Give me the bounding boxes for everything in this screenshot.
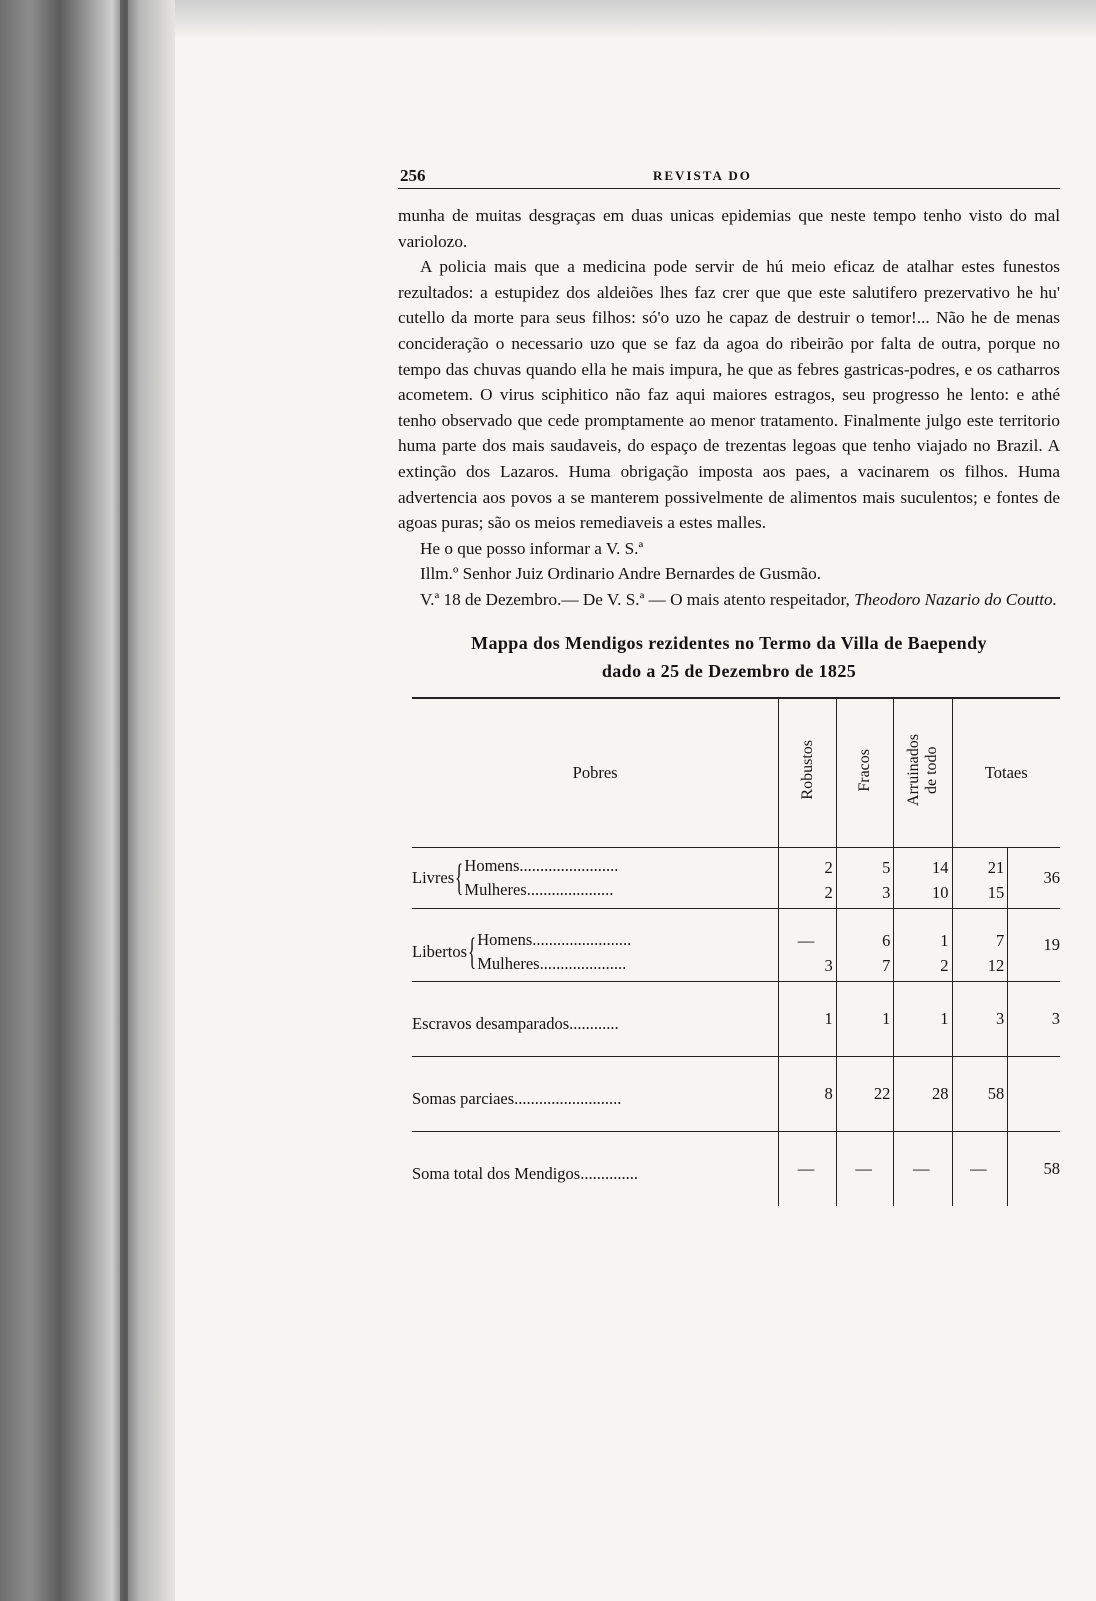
table-cell: 3 (836, 878, 894, 909)
table-cell: 21 (952, 847, 1008, 878)
libertos-homens-label: Homens........................ (477, 929, 632, 949)
table-cell: 58 (952, 1056, 1008, 1131)
somas-total-empty (1008, 1056, 1060, 1131)
signature-text: V.ª 18 de Dezembro.— De V. S.ª — O mais atento respeitador, (420, 589, 850, 609)
table-row-soma-total (412, 1131, 1060, 1206)
table-cell: 7 (952, 908, 1008, 951)
table-cell: 2 (779, 847, 837, 878)
table-cell: 15 (952, 878, 1008, 909)
table-cell: 28 (894, 1056, 952, 1131)
brace-icon: { (468, 930, 477, 973)
paragraph-1: munha de muitas desgraças em duas unicas epidemias que neste tempo tenho visto do mal variolozo. (398, 206, 1060, 251)
libertos-mulheres-label: Mulheres..................... (477, 953, 627, 973)
book-gutter (120, 0, 128, 1601)
table-cell: 22 (836, 1056, 894, 1131)
header-totaes: Totaes (952, 698, 1060, 848)
table-cell: — (952, 1131, 1008, 1206)
table-cell: — (779, 908, 837, 951)
beggars-table (412, 697, 1060, 1206)
escravos-total: 3 (1008, 981, 1060, 1056)
soma-total-value: 58 (1008, 1131, 1060, 1206)
soma-total-label: Soma total dos Mendigos.............. (412, 1131, 779, 1206)
paragraph-2: A policia mais que a medicina pode servir de hú meio eficaz de atalhar estes funestos rezultados: a estupidez dos aldeiões lhes faz crer que que este salutifero prezervativo he hu' cutello da morte para seus filhos: só'o uzo he capaz de destruir o temor!... Não he de menas concideração o necessario uzo que se faz da agoa do ribeirão por falta de outra, porque no tempo das chuvas quando ella he mais impura, he que as febres gastricas-podres, e os catharros acometem. O virus sciphitico não faz aqui maiores estragos, seu progresso he lento: e athé tenho observado que cede promptamente ao menor tratamento. Finalmente julgo este territorio huma parte dos mais saudaveis, do espaço de trezentas legoas que tenho viajado no Brazil. A extinção dos Lazaros. Huma obrigação imposta aos paes, a vacinarem os filhos. Huma advertencia aos povos a se manterem possivelmente de alimentos mais suculentos; e fontes de agoas puras; são os meios remediaveis a estes malles. (398, 257, 1060, 533)
paragraph-3: He o que posso informar a V. S.ª (420, 538, 644, 558)
livres-label-cell (412, 847, 779, 908)
table-cell: — (836, 1131, 894, 1206)
table-cell: 1 (894, 908, 952, 951)
table-cell: 12 (952, 951, 1008, 982)
table-cell: 5 (836, 847, 894, 878)
table-cell: 10 (894, 878, 952, 909)
signature-name: Theodoro Nazario do Coutto. (854, 589, 1057, 609)
table-cell: 2 (779, 878, 837, 909)
map-title (398, 629, 1060, 685)
body-text (398, 203, 1060, 613)
page-top-shadow (175, 0, 1096, 40)
book-spine-shadow (0, 0, 175, 1601)
header-pobres: Pobres (412, 698, 779, 848)
somas-label: Somas parciaes.......................... (412, 1056, 779, 1131)
libertos-label: Libertos (412, 941, 467, 961)
header-fracos: Fracos (836, 698, 894, 848)
table-row-livres-homens (412, 847, 1060, 878)
table-header-row (412, 698, 1060, 848)
page-header (398, 160, 1060, 189)
table-row-libertos-homens (412, 908, 1060, 951)
page (398, 160, 1060, 1206)
libertos-label-cell (412, 908, 779, 981)
table-row-escravos (412, 981, 1060, 1056)
table-cell: 2 (894, 951, 952, 982)
header-arruinados: Arruinados de todo (894, 698, 952, 848)
livres-total: 36 (1008, 847, 1060, 908)
table-cell: 7 (836, 951, 894, 982)
table-cell: 1 (836, 981, 894, 1056)
table-cell: 1 (894, 981, 952, 1056)
escravos-label: Escravos desamparados............ (412, 981, 779, 1056)
running-head: REVISTA DO (653, 168, 752, 183)
livres-homens-label: Homens........................ (464, 855, 619, 875)
map-title-line-1: Mappa dos Mendigos rezidentes no Termo da Villa de Baependy (471, 632, 987, 653)
table-cell: — (779, 1131, 837, 1206)
brace-icon: { (455, 856, 464, 899)
signature-line (398, 587, 1060, 613)
page-number: 256 (400, 166, 426, 185)
table-cell: 14 (894, 847, 952, 878)
table-cell: 1 (779, 981, 837, 1056)
livres-label: Livres (412, 867, 455, 887)
table-cell: 3 (952, 981, 1008, 1056)
table-row-somas (412, 1056, 1060, 1131)
livres-mulheres-label: Mulheres..................... (464, 879, 614, 899)
table-cell: — (894, 1131, 952, 1206)
table-cell: 6 (836, 908, 894, 951)
libertos-total: 19 (1008, 908, 1060, 981)
paragraph-4: Illm.º Senhor Juiz Ordinario Andre Bernardes de Gusmão. (420, 564, 822, 584)
map-title-line-2: dado a 25 de Dezembro de 1825 (601, 660, 857, 681)
table-cell: 8 (779, 1056, 837, 1131)
header-robustos: Robustos (779, 698, 837, 848)
table-cell: 3 (779, 951, 837, 982)
